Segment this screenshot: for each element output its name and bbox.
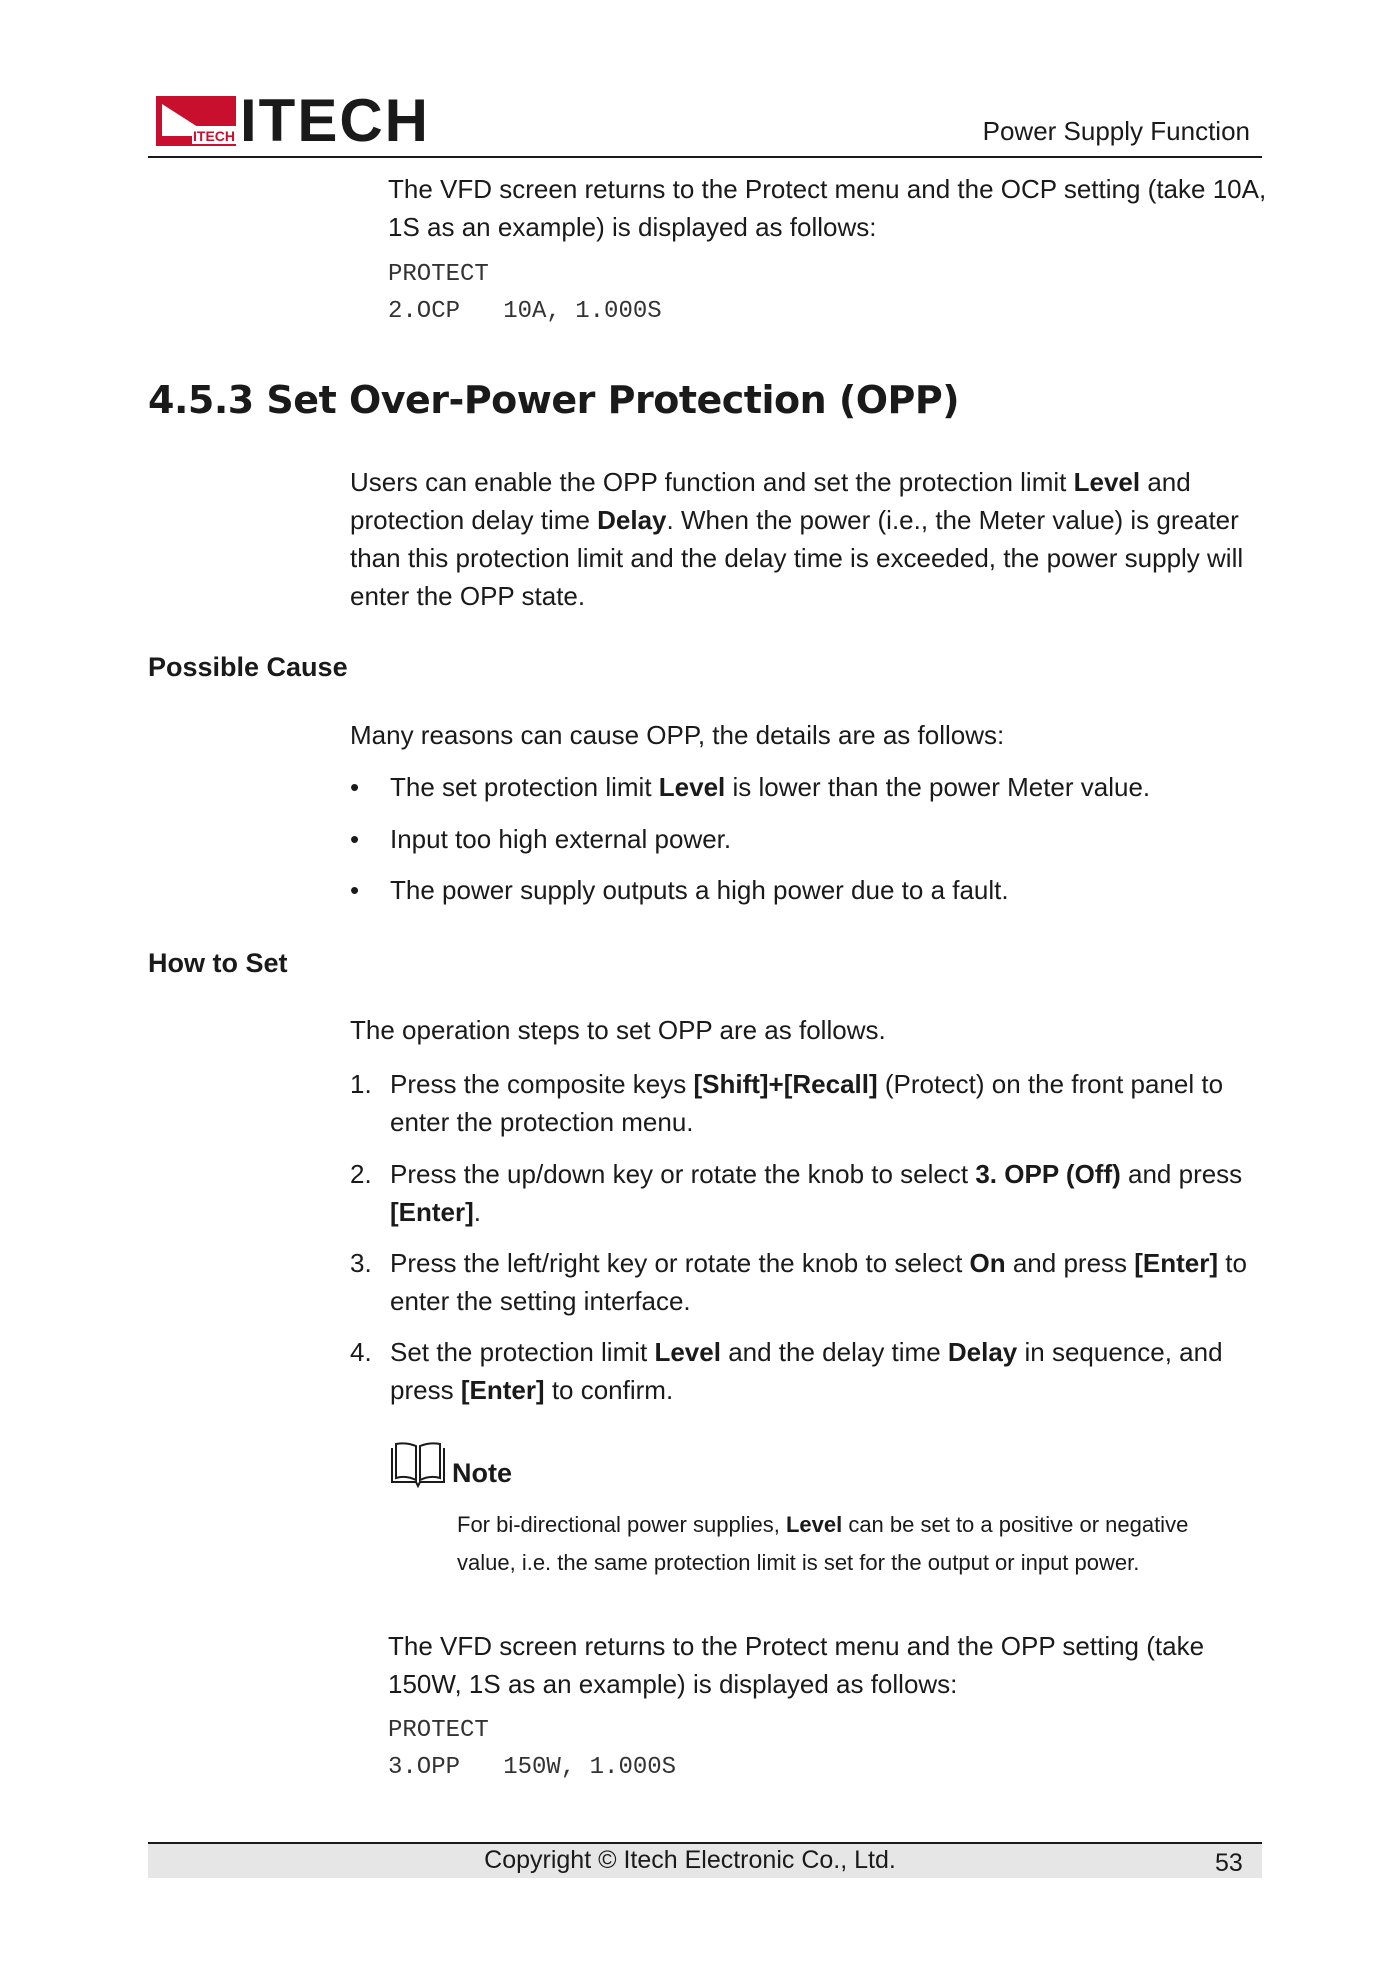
section-title: 4.5.3 Set Over-Power Protection (OPP): [148, 378, 960, 422]
header-divider: [148, 156, 1262, 158]
open-book-icon: [388, 1442, 448, 1488]
level-term: Level: [1073, 467, 1141, 497]
bullet-icon: •: [350, 824, 360, 854]
description-paragraph: Users can enable the OPP function and set the protection limit Level and protection delay time Delay. When the power (i.e., the Meter value) is greater than this protection limit and the delay time is exceeded, the power supply will enter the OPP state.: [350, 467, 1244, 611]
note-label: Note: [452, 1458, 512, 1488]
bullet-icon: •: [350, 875, 360, 905]
how-to-set-heading: How to Set: [148, 948, 288, 978]
logo-wordmark: ITECH: [240, 87, 430, 154]
step-item: 2. Press the up/down key or rotate the knob to select 3. OPP (Off) and press [Enter].: [350, 1159, 1243, 1227]
list-item: • Input too high external power.: [350, 820, 1262, 858]
vfd-display-ocp-line1: PROTECT: [388, 261, 489, 288]
vfd-display-opp-line2: 3.OPP 150W, 1.000S: [388, 1754, 677, 1781]
svg-text:ITECH: ITECH: [193, 128, 235, 144]
bullet-icon: •: [350, 772, 360, 802]
itech-logo-mark-icon: [156, 96, 236, 146]
note-body: For bi-directional power supplies, Level can be set to a positive or negative value, i.e. the same protection limit is set for the output or input power.: [457, 1512, 1189, 1575]
how-to-set-intro: The operation steps to set OPP are as follows.: [350, 1015, 886, 1045]
footer-copyright: Copyright © Itech Electronic Co., Ltd.: [484, 1846, 896, 1874]
step-item: 3. Press the left/right key or rotate the knob to select On and press [Enter] to enter the setting interface.: [350, 1248, 1247, 1316]
vfd-display-opp-line1: PROTECT: [388, 1717, 489, 1744]
itech-logo: [156, 87, 430, 154]
step-item: 4. Set the protection limit Level and the delay time Delay in sequence, and press [Enter] to confirm.: [350, 1337, 1223, 1405]
possible-cause-heading: Possible Cause: [148, 652, 348, 682]
step-item: 1. Press the composite keys [Shift]+[Recall] (Protect) on the front panel to enter the protection menu.: [350, 1069, 1224, 1137]
outro-paragraph: The VFD screen returns to the Protect menu and the OPP setting (take 150W, 1S as an example) is displayed as follows:: [388, 1631, 1205, 1699]
list-item: • The set protection limit Level is lower than the power Meter value.: [350, 768, 1262, 806]
header-section-title: Power Supply Function: [982, 116, 1250, 146]
possible-cause-intro: Many reasons can cause OPP, the details are as follows:: [350, 720, 1005, 750]
page-number: 53: [1215, 1849, 1243, 1877]
delay-term: Delay: [597, 505, 667, 535]
intro-paragraph: The VFD screen returns to the Protect menu and the OCP setting (take 10A, 1S as an example) is displayed as follows:: [388, 174, 1267, 242]
vfd-display-ocp-line2: 2.OCP 10A, 1.000S: [388, 298, 662, 325]
list-item: • The power supply outputs a high power due to a fault.: [350, 871, 1262, 909]
